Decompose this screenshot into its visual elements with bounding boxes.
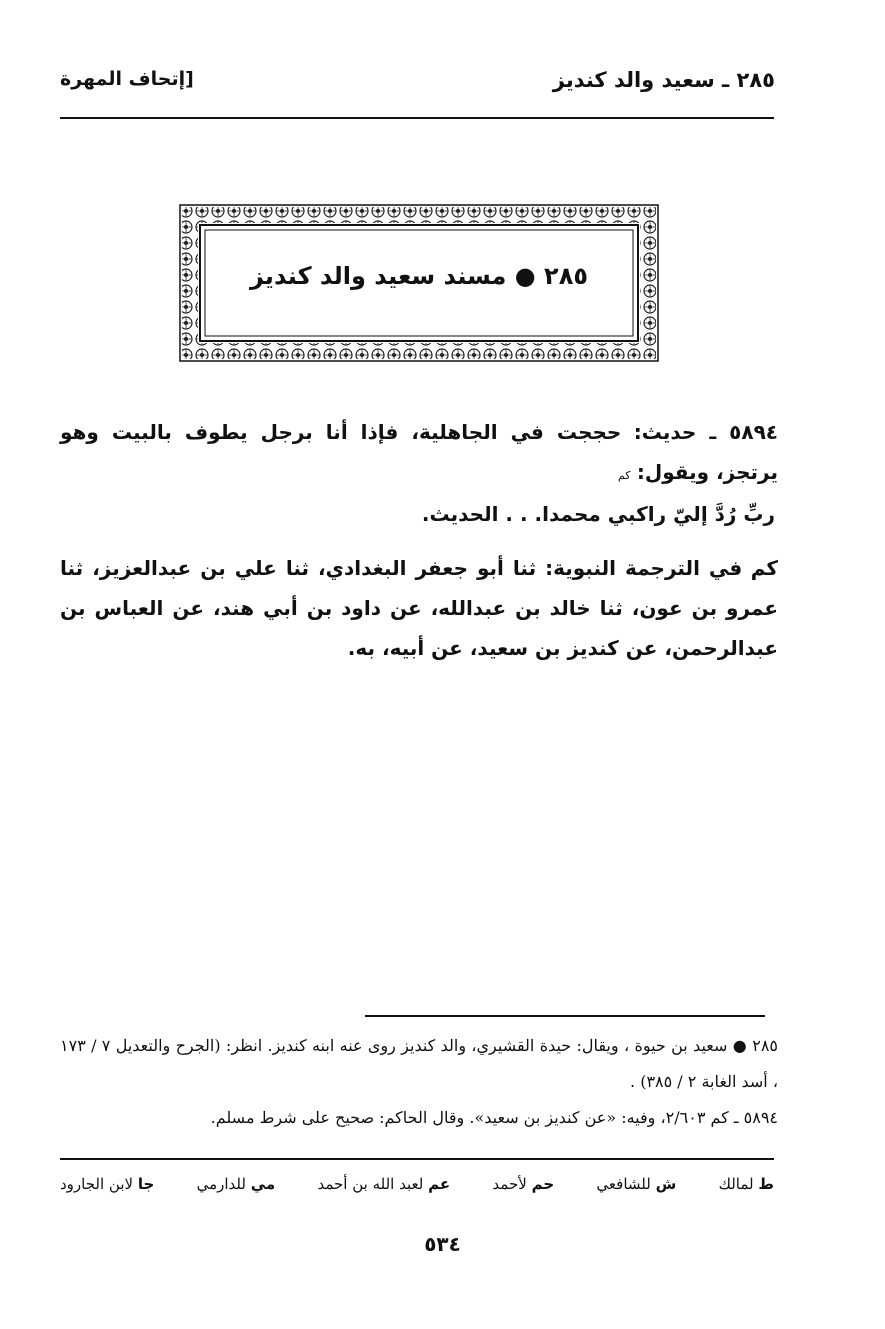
section-title: ٢٨٥ ● مسند سعيد والد كنديز [250, 262, 588, 290]
source-label: كم [750, 556, 779, 580]
footnotes [60, 1028, 778, 1136]
abbreviation-item: جا لابن الجارود [60, 1175, 155, 1193]
running-header-left: [إتحاف المهرة [60, 68, 194, 90]
abbreviation-key [60, 1175, 774, 1193]
footnote-item: ٥٨٩٤ ـ كم ٢/٦٠٣، وفيه: «عن كنديز بن سعيد». وقال الحاكم: صحيح على شرط مسلم. [210, 1108, 778, 1127]
hadith-paragraph [60, 412, 778, 496]
running-header-right: ٢٨٥ ـ سعيد والد كنديز [552, 68, 775, 92]
abbreviation-item: عم لعبد الله بن أحمد [317, 1175, 451, 1193]
page-number: ٥٣٤ [424, 1232, 461, 1256]
hadith-text: حججت في الجاهلية، فإذا أنا برجل يطوف بالبيت وهو يرتجز، ويقول: [60, 420, 778, 484]
header-divider [60, 117, 774, 119]
footnote-divider [365, 1015, 765, 1017]
abbreviation-item: مي للدارمي [196, 1175, 276, 1193]
abbreviation-item: حم لأحمد [492, 1175, 555, 1193]
hadith-number: ٥٨٩٤ ـ حديث: [633, 420, 778, 444]
abbreviation-item: ش للشافعي [596, 1175, 677, 1193]
isnad-text: في الترجمة النبوية: ثنا أبو جعفر البغدادي، ثنا علي بن عبدالعزيز، ثنا عمرو بن عون، ثنا خالد بن عبدالله، عن داود بن أبي هند، عن العباس بن عبدالرحمن، عن كنديز بن سعيد، عن أبيه، به. [60, 556, 778, 660]
hadith-verse: ربِّ رُدَّ إليّ راكبي محمدا. . . الحديث. [421, 502, 775, 526]
marginal-source-mark: كم [617, 469, 631, 482]
footnote-item: ٢٨٥ ● سعيد بن حيوة ، ويقال: حيدة القشيري، والد كنديز روى عنه ابنه كنديز. انظر: (الجرح والتعديل ٧ / ١٧٣ ، أسد الغابة ٢ / ٣٨٥) . [60, 1036, 778, 1091]
isnad-paragraph [60, 548, 778, 668]
abbreviation-divider [60, 1158, 774, 1160]
abbreviation-item: ط لمالك [718, 1175, 774, 1193]
